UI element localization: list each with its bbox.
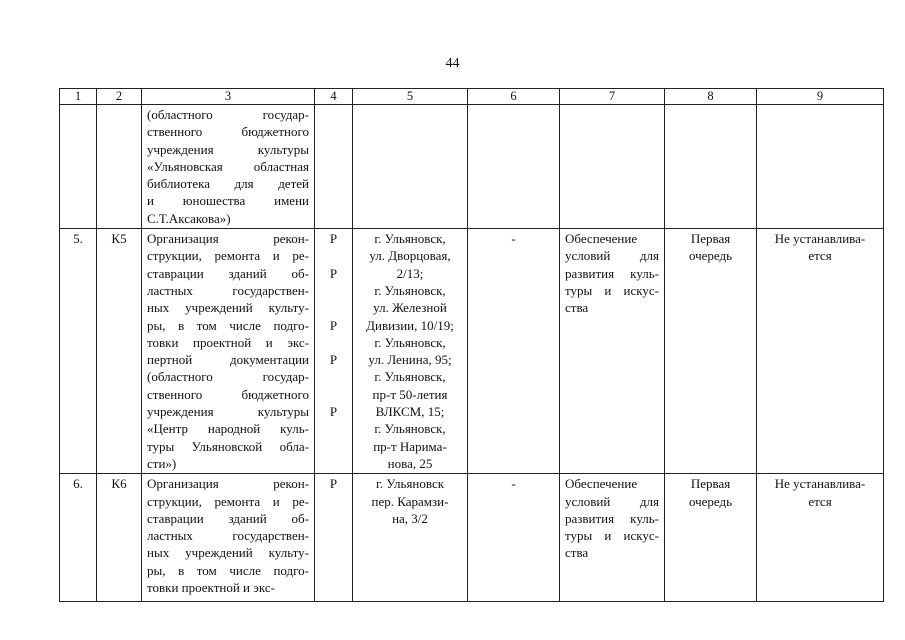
priority-line: Первая bbox=[690, 231, 731, 247]
column-header: 9 bbox=[757, 89, 884, 105]
object-name-line: (областного государ- bbox=[147, 107, 309, 122]
purpose-line: развития куль- bbox=[565, 510, 659, 526]
object-type-cell bbox=[315, 105, 353, 229]
object-name-line: ставрации зданий об- bbox=[147, 265, 309, 281]
object-type-line: Р bbox=[329, 265, 338, 281]
object-name-line: ластных государствен- bbox=[147, 528, 309, 544]
column-header: 3 bbox=[142, 89, 315, 105]
planning-table bbox=[59, 88, 884, 602]
header-row bbox=[60, 89, 884, 105]
row-number-cell bbox=[60, 229, 97, 474]
object-name-line: струкции, ремонта и ре- bbox=[147, 248, 309, 264]
zone-cell bbox=[468, 105, 560, 229]
object-type-line: Р bbox=[329, 317, 338, 333]
object-type-cell bbox=[315, 474, 353, 602]
object-name-line: ставрации зданий об- bbox=[147, 510, 309, 526]
object-code: К5 bbox=[111, 231, 127, 247]
location-line: ул. Железной bbox=[373, 300, 447, 316]
object-code: К6 bbox=[111, 476, 127, 492]
object-name-cell bbox=[142, 474, 315, 602]
object-name-line: ластных государствен- bbox=[147, 282, 309, 298]
row-number-cell bbox=[60, 105, 97, 229]
object-name-line: Организация рекон- bbox=[147, 476, 309, 492]
column-header: 7 bbox=[560, 89, 665, 105]
zone-value: - bbox=[511, 231, 516, 247]
object-type-line bbox=[320, 386, 347, 403]
location-cell bbox=[353, 229, 468, 474]
object-type-line: Р bbox=[329, 476, 338, 492]
object-name-line: библиотека для детей bbox=[147, 176, 309, 192]
object-name-line: учреждения культуры bbox=[147, 141, 309, 157]
object-code-cell bbox=[97, 229, 142, 474]
location-line: г. Ульяновск bbox=[375, 476, 445, 492]
object-code-cell bbox=[97, 105, 142, 229]
purpose-line: ства bbox=[565, 300, 589, 316]
location-line: г. Ульяновск, bbox=[374, 282, 446, 298]
object-name-line: сти») bbox=[147, 455, 177, 471]
row-number-cell bbox=[60, 474, 97, 602]
object-code-cell bbox=[97, 474, 142, 602]
object-name-cell bbox=[142, 229, 315, 474]
priority-line: очередь bbox=[688, 248, 733, 264]
priority-cell bbox=[665, 474, 757, 602]
object-type-line bbox=[320, 368, 347, 385]
object-type-line bbox=[320, 299, 347, 316]
object-type-line bbox=[320, 247, 347, 264]
object-name-line: учреждения культуры bbox=[147, 404, 309, 420]
location-line: Дивизии, 10/19; bbox=[366, 317, 454, 333]
purpose-line: туры и искус- bbox=[565, 282, 659, 298]
page-number: 44 bbox=[445, 56, 460, 71]
purpose-cell bbox=[560, 105, 665, 229]
location-line: г. Ульяновск, bbox=[374, 334, 446, 350]
purpose-line: условий для bbox=[565, 493, 659, 509]
protection-zone-cell bbox=[757, 105, 884, 229]
zone-cell bbox=[468, 474, 560, 602]
object-name-line: ры, в том числе подго- bbox=[147, 562, 309, 578]
location-line: ул. Дворцовая, bbox=[369, 248, 451, 264]
column-header: 5 bbox=[353, 89, 468, 105]
object-name-line: пертной документации bbox=[147, 352, 309, 368]
table-row bbox=[60, 105, 884, 229]
object-type-line: Р bbox=[329, 231, 338, 247]
zone-cell bbox=[468, 229, 560, 474]
object-type-line bbox=[320, 282, 347, 299]
priority-cell bbox=[665, 105, 757, 229]
location-line: г. Ульяновск, bbox=[374, 369, 446, 385]
object-name-line: товки проектной и экс- bbox=[147, 334, 309, 350]
purpose-line: Обеспечение bbox=[565, 476, 638, 492]
purpose-line: туры и искус- bbox=[565, 528, 659, 544]
object-name-line: Организация рекон- bbox=[147, 231, 309, 247]
table-row bbox=[60, 229, 884, 474]
object-name-line: струкции, ремонта и ре- bbox=[147, 493, 309, 509]
table-row bbox=[60, 474, 884, 602]
location-line: нова, 25 bbox=[387, 455, 433, 471]
location-cell bbox=[353, 474, 468, 602]
object-name-line: С.Т.Аксакова») bbox=[147, 210, 231, 226]
protection-zone-cell bbox=[757, 474, 884, 602]
protection-zone-line: Не устанавлива- bbox=[774, 476, 866, 492]
purpose-cell bbox=[560, 474, 665, 602]
location-line: г. Ульяновск, bbox=[374, 421, 446, 437]
purpose-cell bbox=[560, 229, 665, 474]
location-line: 2/13; bbox=[396, 265, 424, 281]
priority-line: Первая bbox=[690, 476, 731, 492]
column-header: 6 bbox=[468, 89, 560, 105]
object-name-line: туры Ульяновской обла- bbox=[147, 438, 309, 454]
column-header: 4 bbox=[315, 89, 353, 105]
purpose-line: условий для bbox=[565, 248, 659, 264]
object-name-cell bbox=[142, 105, 315, 229]
object-name-line: ственного бюджетного bbox=[147, 386, 309, 402]
object-name-line: ных учреждений культу- bbox=[147, 300, 309, 316]
priority-line: очередь bbox=[688, 493, 733, 509]
location-line: ВЛКСМ, 15; bbox=[375, 404, 445, 420]
location-cell bbox=[353, 105, 468, 229]
object-name-line: (областного государ- bbox=[147, 369, 309, 385]
row-number: 6. bbox=[73, 476, 83, 492]
priority-cell bbox=[665, 229, 757, 474]
object-type-line: Р bbox=[329, 404, 338, 420]
object-name-line: ры, в том числе подго- bbox=[147, 317, 309, 333]
object-type-line: Р bbox=[329, 352, 338, 368]
location-line: пр-т 50-летия bbox=[372, 386, 448, 402]
location-line: пр-т Нарима- bbox=[373, 438, 447, 454]
object-name-line: товки проектной и экс- bbox=[147, 580, 275, 596]
object-type-line bbox=[320, 420, 347, 437]
object-name-line: «Центр народной куль- bbox=[147, 421, 309, 437]
column-header: 1 bbox=[60, 89, 97, 105]
column-header: 2 bbox=[97, 89, 142, 105]
location-line: ул. Ленина, 95; bbox=[368, 352, 452, 368]
object-name-line: и юношества имени bbox=[147, 193, 309, 209]
row-number: 5. bbox=[73, 231, 83, 247]
protection-zone-line: ется bbox=[808, 493, 832, 509]
object-name-line: ственного бюджетного bbox=[147, 124, 309, 140]
location-line: на, 3/2 bbox=[392, 510, 428, 526]
zone-value: - bbox=[511, 476, 516, 492]
column-header: 8 bbox=[665, 89, 757, 105]
protection-zone-line: Не устанавлива- bbox=[774, 231, 866, 247]
protection-zone-line: ется bbox=[808, 248, 832, 264]
object-type-line bbox=[320, 438, 347, 455]
protection-zone-cell bbox=[757, 229, 884, 474]
object-type-cell bbox=[315, 229, 353, 474]
object-type-line bbox=[320, 334, 347, 351]
purpose-line: Обеспечение bbox=[565, 231, 638, 247]
purpose-line: ства bbox=[565, 545, 589, 561]
location-line: г. Ульяновск, bbox=[374, 231, 446, 247]
object-name-line: ных учреждений культу- bbox=[147, 545, 309, 561]
object-name-line: «Ульяновская областная bbox=[147, 158, 309, 174]
purpose-line: развития куль- bbox=[565, 265, 659, 281]
location-line: пер. Карамзи- bbox=[371, 493, 449, 509]
